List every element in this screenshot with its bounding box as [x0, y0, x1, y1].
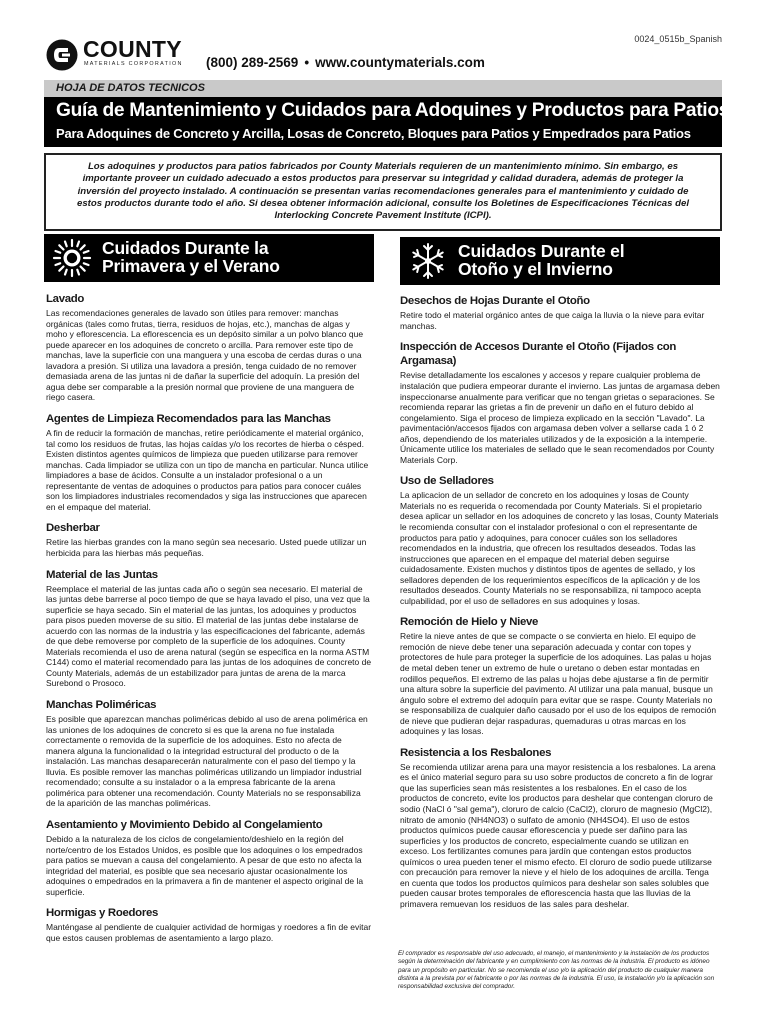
- datasheet-label: HOJA DE DATOS TECNICOS: [56, 82, 205, 94]
- fall-winter-header: [400, 237, 720, 285]
- section-body-selladores: La aplicacion de un sellador de concreto en los adoquines y losas de County Materials no es requerida o recomendada por County Materials. Si el propietario desea aplicar un sellador en los adoquines de concreto y las losas, County Materials le recomienda consultar con el instalador profesional o con el representante de productos para patio y adoquines, para conocer cuáles son los selladores recomendados en la industria, que ofrecen los resultados deseados. Todas las instrucciones que aparecen en el empaque del material deben seguirse cuidadosamente. Existen muchos y distintos tipos de agentes de sellado, y los selladores dependen de los requerimientos específicos de la aplicación y de los resultados deseados. County Materials no se responsabiliza, ni tampoco acepta culpabilidad, por el uso de selladores en sus adoquines y losas.: [400, 490, 719, 606]
- intro-box: [44, 153, 722, 231]
- page-title: Guía de Mantenimiento y Cuidados para Adoquines y Productos para Patios: [56, 100, 730, 121]
- section-title-selladores: Uso de Selladores: [400, 475, 494, 488]
- section-body-desherbar: Retire las hierbas grandes con la mano según sea necesario. Usted puede utilizar un herbicida para las hierbas más pequeñas.: [46, 537, 367, 558]
- section-body-polimericas: Es posible que aparezcan manchas poliméricas debido al uso de arena polimérica en las uniones de los adoquines de concreto si es que la arena no fue instalada correctamente o removida de la superficie de los adoquines. Esto no afecta de manera alguna la funcionalidad o la integridad estructural del producto o de la instalación. Las manchas desaparecerán naturalmente con el paso del tiempo y la lluvia. Es posible remover las manchas poliméricas utilizando un limpiador industrial recomendado; consulte a su instalador o a la empresa fabricante de la arena polimérica para obtener una recomendación. County Materials no se responsabiliza de la aparición de las manchas poliméricas.: [46, 714, 368, 809]
- contact-separator: •: [304, 55, 310, 70]
- datasheet-label-bar: [44, 80, 722, 97]
- county-logo-mark-icon: [46, 39, 78, 71]
- brand-name: COUNTY: [83, 36, 182, 62]
- page-subtitle: Para Adoquines de Concreto y Arcilla, Losas de Concreto, Bloques para Patios y Empedrados para Patios: [56, 126, 691, 141]
- fall-winter-heading-line1: Cuidados Durante el: [458, 241, 625, 261]
- section-title-juntas: Material de las Juntas: [46, 568, 158, 581]
- website-link[interactable]: www.countymaterials.com: [315, 55, 485, 70]
- left-column: [46, 292, 372, 952]
- section-title-hojas: Desechos de Hojas Durante el Otoño: [400, 295, 590, 307]
- section-title-lavado: Lavado: [46, 293, 85, 305]
- brand-subtitle: MATERIALS CORPORATION: [84, 61, 183, 67]
- spring-summer-heading-line1: Cuidados Durante la: [102, 238, 269, 258]
- fall-winter-heading-line2: Otoño y el Invierno: [458, 258, 613, 279]
- section-body-inspeccion: Revise detalladamente los escalones y accesos y repare cualquier problema de instalación que pudiera empeorar durante el invierno. Las juntas de argamasa deben inspeccionarse anualmente para verificar que no tengan grietas o separaciones. Se recomienda reparar las grietas a fin de prevenir un daño en el futuro debido al congelamiento. Siga el proceso de limpieza explicado en la sección "Lavado". La pavimentación/accesos fijados con argamasa deben volver a sellarse cada 1 ó 2 años, dependiendo de los materiales utilizados y de la exposición a la intemperie. Únicamente utilice los materiales de sellado que le sean recomendados por County Materials Corp.: [400, 370, 720, 465]
- section-title-asentamiento: Asentamiento y Movimiento Debido al Congelamiento: [46, 818, 323, 831]
- disclaimer-text: El comprador es responsable del uso adecuado, el manejo, el mantenimiento y la instalación de los productos según la determinación del fabricante y en cumplimiento con las normas de la industria. El producto es idóneo para un propósito en particular. No se recomienda el uso y/o la aplicación del producto de cualquier manera distinta a la prevista por el fabricante o por las normas de la industria. El uso, la instalación y/o la aplicación son responsabilidad exclusiva del comprador.: [398, 950, 715, 991]
- right-column: [400, 294, 720, 918]
- spring-summer-heading: [102, 240, 280, 276]
- section-body-hormigas: Manténgase al pendiente de cualquier actividad de hormigas y roedores a fin de evitar que estos causen problemas de asentamiento a largo plazo.: [46, 922, 372, 943]
- section-title-hormigas: Hormigas y Roedores: [46, 907, 159, 920]
- fall-winter-heading: [458, 243, 624, 279]
- section-title-inspeccion: Inspección de Accesos Durante el Otoño (Fijados con Argamasa): [400, 341, 677, 368]
- document-id: 0024_0515b_Spanish: [634, 34, 722, 44]
- section-title-agentes: Agentes de Limpieza Recomendados para las Manchas: [46, 412, 331, 425]
- spring-summer-header: [44, 234, 374, 282]
- section-body-agentes: A fin de reducir la formación de manchas, retire periódicamente el material orgánico, tal como los residuos de frutas, las hojas caídas y/o los recortes de hierba o césped. Existen distintos agentes químicos de limpieza que pueden utilizarse para remover manchas. Cada limpiador se utiliza con un tipo de mancha en particular. Nunca utilice limpiadores a base de ácidos. Consulte a un instalador profesional o a un representante de ventas de adoquines o productos para patios para conocer cuáles son los limpiadores industriales recomendados y siga las instrucciones que aparecen en el empaque del material.: [46, 428, 369, 512]
- section-title-resbalones: Resistencia a los Resbalones: [400, 746, 552, 759]
- section-title-hielo-nieve: Remoción de Hielo y Nieve: [400, 616, 539, 629]
- section-title-desherbar: Desherbar: [46, 522, 100, 535]
- sun-icon: [52, 238, 92, 278]
- snowflake-icon: [408, 241, 448, 281]
- contact-line: [206, 55, 491, 70]
- county-logo: [46, 36, 196, 75]
- section-body-hojas: Retire todo el material orgánico antes de que caiga la lluvia o la nieve para evitar manchas.: [400, 310, 705, 331]
- section-title-polimericas: Manchas Poliméricas: [46, 698, 157, 711]
- phone-number: (800) 289-2569: [206, 55, 299, 70]
- title-banner: [44, 97, 730, 147]
- section-body-juntas: Reemplace el material de las juntas cada año o según sea necesario. El material de las juntas debe barrerse al poco tiempo de que se haya lavado el piso, una vez que la superficie se haya secado. Sin el material de las juntas, los adoquines y productos para pisos pueden moverse de su sitio. El material de las juntas debe instalarse de acuerdo con las normas de la industria y las especificaciones del fabricante, además de que debe removerse por completo de la superficie de los adoquines. County Materials recomienda el uso de arena natural (según se especifica en la norma ASTM C144) como el material recomendado para las juntas de los adoquines de concreto de County Materials, además de un estabilizador para juntas de arena de la marca Surebond o Prosoco.: [46, 583, 372, 689]
- section-body-lavado: Las recomendaciones generales de lavado son útiles para remover: manchas orgánicas (tales como frutas, tierra, residuos de hojas, etc.), manchas de algas y moho y eflorescencia. La eflorescencia es un depósito similar a un polvo blanco que puede aparecer en los adoquines de concreto o arcilla. Para remover este tipo de manchas, lave la superficie con una manguera y una escoba de cerdas duras o una lavadora a presión. Si utiliza una lavadora a presión, tenga cuidado de no remover demasiada arena de las juntas ni de dañar la superficie del adoquín. La presión del agua debe ser comparable a la presión normal que proviene de una manguera de riego casera.: [46, 308, 364, 403]
- intro-text: Los adoquines y productos para patios fabricados por County Materials requieren de un mantenimiento mínimo. Sin embargo, es importante proveer un cuidado adecuado a estos productos para preservar su integridad y calidad duradera, además de proteger la inversión del proyecto instalado. A continuación se presentan varias recomendaciones generales para el mantenimiento y cuidado de estos productos durante todo el año. Si desea obtener información adicional, consulte los Boletines de Especificaciones Técnicas del Interlocking Concrete Pavement Institute (ICPI).: [76, 161, 690, 222]
- section-body-resbalones: Se recomienda utilizar arena para una mayor resistencia a los resbalones. La arena es el único material seguro para su uso sobre productos de concreto a fin de lograr que las superficies sean más resistentes a los resbalones. En el caso de los productos de concreto, evite los productos para deshelar que contengan cloruro de sodio (NaCl ó "sal gema"), cloruro de calcio (CaCl2), cloruro de magnesio (MgCl2), nitrato de amonio (NH4NO3) o sulfato de amonio (NH4SO4). El uso de estos productos químicos puede causar eflorescencia y puede ser dañino para las superficies y los productos de concreto, especialmente cuando se utilizan en exceso. Los fertilizantes comunes para jardín que contengan estos productos químicos o urea pueden tener el mismo efecto. El cloruro de sodio puede utilizarse con precaución para remover la nieve y el hielo de los adoquines de arcilla. Tenga en cuenta que todos los productos químicos para deshelar son sales solubles que pueden causar brotes temporales de eflorescencia hasta que las lluvias de la primavera remuevan los residuos de las sales para deshelar.: [400, 761, 716, 909]
- section-body-hielo-nieve: Retire la nieve antes de que se compacte o se convierta en hielo. El equipo de remoción de nieve debe tener una separación adecuada y contar con topes y protectores de hule para proteger la superficie de los adoquines. Las palas u hojas de metal deben tener un extremo de hule o uretano o deben estar montadas en rodillos pequeños. El extremo de las palas u hojas debe ajustarse a fin de permitir una altura sobre la superficie del pavimento. Al utilizar una pala manual, busque un ángulo sobre el extremo del adoquín para evitar que se raspe. County Materials no se responsabiliza de cualquier daño causado por el uso de los equipos de remoción de nieve que pudieran dejar raspaduras, quemaduras u otras marcas en los adoquines y las losas.: [400, 631, 717, 737]
- section-body-asentamiento: Debido a la naturaleza de los ciclos de congelamiento/deshielo en la región del norte/centro de los Estados Unidos, es posible que los adoquines o los empedrados para patios se muevan a causa del congelamiento. A pesar de que esto no afecta la integridad del material, es posible que sea necesario ajustar ocasionalmente los adoquines o empedrados en la primavera a fin de mantener el aspecto original de la superficie.: [46, 834, 364, 897]
- spring-summer-heading-line2: Primavera y el Verano: [102, 255, 280, 276]
